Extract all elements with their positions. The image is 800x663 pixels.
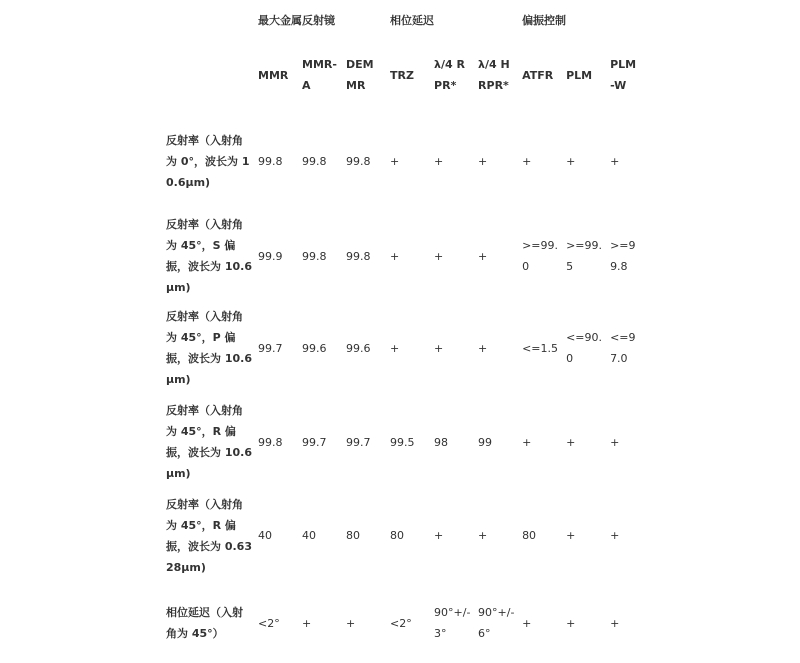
table-cell: 99.7 xyxy=(302,435,327,449)
group-metal-mirror: 最大金属反射镜 xyxy=(258,13,335,27)
table-cell: + xyxy=(522,616,532,630)
column-header: DEMMR xyxy=(346,58,374,92)
table-cell: >=99.0 xyxy=(522,239,558,273)
column-header: TRZ xyxy=(390,68,414,82)
table-cell: 99.6 xyxy=(346,341,371,355)
table-cell: 99.8 xyxy=(346,154,371,168)
table-cell: + xyxy=(478,529,488,542)
table-cell: <=90.0 xyxy=(566,331,602,365)
column-header-row xyxy=(160,40,640,110)
column-header: λ/4 HRPR* xyxy=(478,58,510,92)
table-cell: 99.8 xyxy=(302,249,327,263)
row-label: 反射率（入射角为 45°，R 偏振，波长为 0.6328μm) xyxy=(166,497,252,574)
column-header: MMR-A xyxy=(302,58,337,92)
table-cell: 99.6 xyxy=(302,341,327,355)
group-phase-retarder: 相位延迟 xyxy=(390,13,435,27)
table-cell: 99.8 xyxy=(258,154,283,168)
table-row xyxy=(160,212,640,300)
corner-cell xyxy=(160,0,252,40)
table-cell: + xyxy=(522,154,532,168)
table-cell: 40 xyxy=(258,529,272,542)
spec-table xyxy=(160,0,640,663)
row-label: 反射率（入射角为 0°，波长为 10.6μm) xyxy=(166,133,250,189)
table-cell: + xyxy=(434,154,444,168)
table-cell: + xyxy=(390,249,400,263)
corner-cell-2 xyxy=(160,40,252,110)
table-cell: + xyxy=(302,616,312,630)
table-cell: + xyxy=(434,249,444,263)
row-label: 反射率（入射角为 45°，R 偏振，波长为 10.6μm) xyxy=(166,404,252,480)
table-cell: + xyxy=(566,154,576,168)
group-polarization: 偏振控制 xyxy=(522,13,567,27)
table-cell: 99.7 xyxy=(346,435,371,449)
table-cell: >=99.5 xyxy=(566,239,602,273)
table-cell: + xyxy=(434,341,444,355)
table-cell: 99.8 xyxy=(258,435,283,449)
row-label: 相位延迟（入射角为 45°） xyxy=(166,606,243,640)
table-cell: 99.9 xyxy=(258,249,283,263)
table-row xyxy=(160,300,640,396)
table-cell: + xyxy=(390,154,400,168)
table-cell: + xyxy=(478,249,488,263)
table-cell: + xyxy=(390,341,400,355)
table-cell: 80 xyxy=(390,529,405,542)
column-header: PLM xyxy=(566,68,593,82)
table-cell: <2° xyxy=(390,616,412,630)
table-cell: 98 xyxy=(434,435,449,449)
table-cell: 40 xyxy=(302,529,316,542)
table-cell: + xyxy=(566,616,576,630)
table-cell: >=99.8 xyxy=(610,239,636,273)
table-cell: + xyxy=(346,616,356,630)
table-cell: + xyxy=(610,154,620,168)
table-row xyxy=(160,583,640,663)
table-cell: + xyxy=(434,529,444,542)
table-cell: <=97.0 xyxy=(610,331,636,365)
row-label: 反射率（入射角为 45°，S 偏振，波长为 10.6μm) xyxy=(166,218,252,294)
table-cell: + xyxy=(522,435,532,449)
table-cell: 99.7 xyxy=(258,341,283,355)
group-header-row xyxy=(160,0,640,40)
table-cell: 90°+/-3° xyxy=(434,606,471,640)
table-row xyxy=(160,110,640,212)
table-cell: 99 xyxy=(478,435,493,449)
column-header: ATFR xyxy=(522,68,554,82)
table-cell: 90°+/-6° xyxy=(478,606,515,640)
table-cell: <2° xyxy=(258,616,280,630)
table-cell: 99.8 xyxy=(346,249,371,263)
table-cell: <=1.5 xyxy=(522,341,558,355)
column-header: MMR xyxy=(258,68,289,82)
row-label: 反射率（入射角为 45°，P 偏振，波长为 10.6μm) xyxy=(166,310,252,386)
table-cell: + xyxy=(478,341,488,355)
table-cell: + xyxy=(610,529,620,542)
table-cell: + xyxy=(566,435,576,449)
table-cell: + xyxy=(478,154,488,168)
table-cell: + xyxy=(610,435,620,449)
table-cell: + xyxy=(610,616,620,630)
column-header: λ/4 RPR* xyxy=(434,58,465,92)
table-cell: 80 xyxy=(346,529,360,542)
table-cell: + xyxy=(566,529,576,542)
table-row xyxy=(160,396,640,488)
table-cell: 80 xyxy=(522,529,537,542)
table-cell: 99.5 xyxy=(390,435,415,449)
table-cell: 99.8 xyxy=(302,154,327,168)
table-row xyxy=(160,488,640,583)
column-header: PLM-W xyxy=(610,58,637,92)
